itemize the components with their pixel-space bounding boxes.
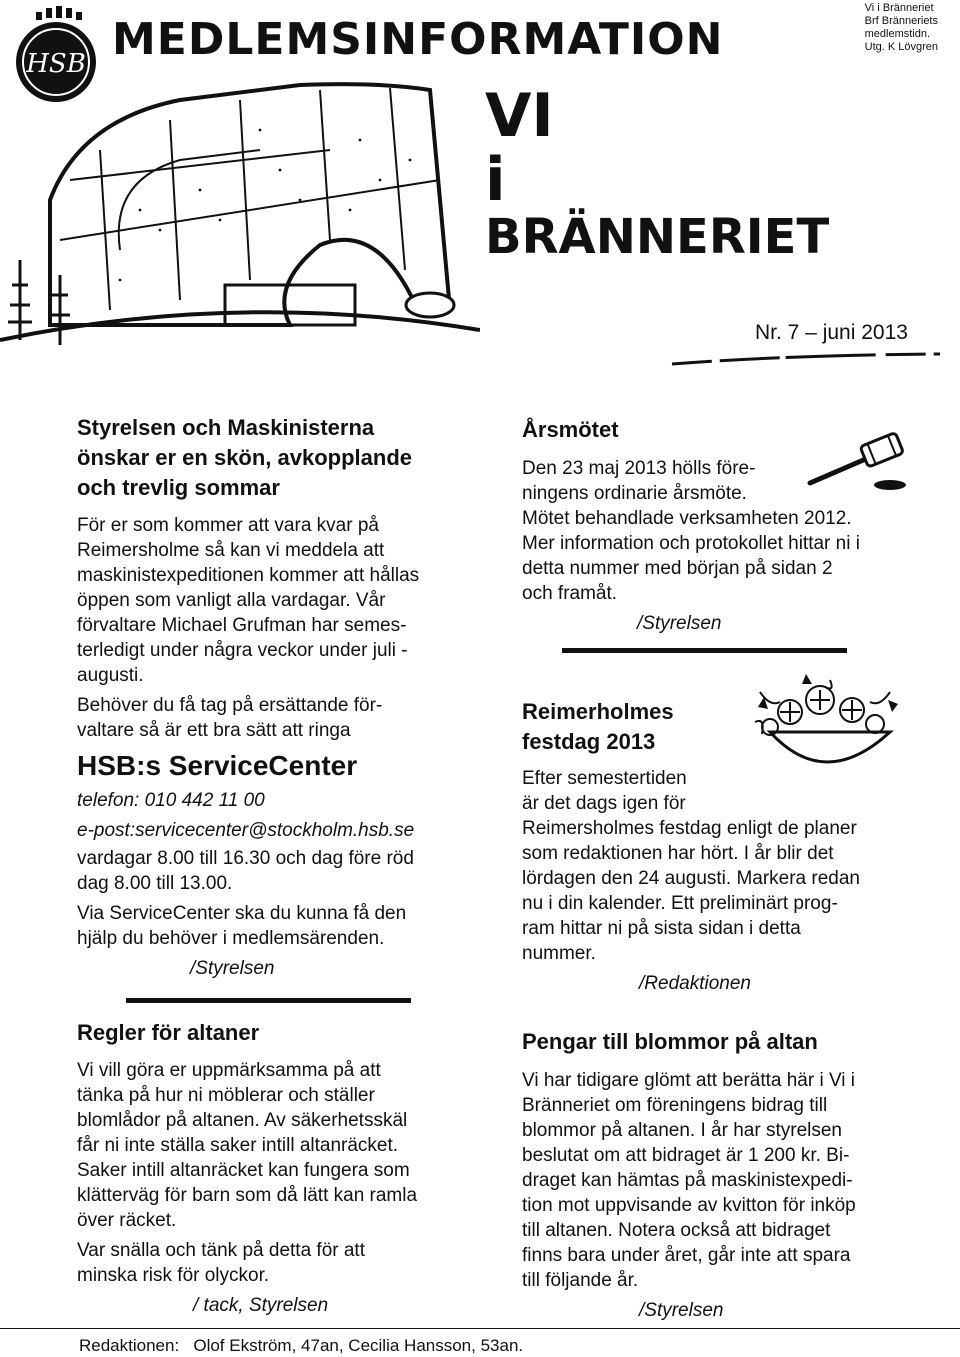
festdag-signature: /Redaktionen [639,973,751,994]
pengar-text: finns bara under året, går inte att spara [522,1245,851,1266]
summer-text: terledigt under några veckor under juli - [77,640,408,661]
festdag-text: är det dags igen för [522,793,686,814]
summer-text: förvaltare Michael Grufman har semes- [77,615,407,636]
service-center-title: HSB:s ServiceCenter [77,750,358,781]
stone-illustration [400,275,460,325]
altaner-text: över räcket. [77,1210,177,1231]
corner-line: Utg. K Lövgren [864,41,938,53]
corner-info [865,2,938,54]
pengar-text: blommor på altanen. I år har styrelsen [522,1120,842,1141]
footer-rule [0,1328,960,1329]
summer-text: Via ServiceCenter ska du kunna få den [77,903,407,924]
arsmotet-text: och framåt. [522,583,618,604]
summer-signature: /Styrelsen [190,958,275,979]
service-phone: telefon: 010 442 11 00 [77,790,265,811]
flower-bowl-icon [740,672,910,782]
summer-text: För er som kommer att vara kvar på [77,515,379,536]
summer-text: Behöver du få tag på ersättande för- [77,695,383,716]
footer-editors: Redaktionen: Olof Ekström, 47an, Cecilia Hansson, 53an. [79,1336,524,1355]
altaner-text: Vi vill göra er uppmärksamma på att [77,1060,381,1081]
altaner-signature: / tack, Styrelsen [193,1295,329,1316]
summer-heading: Styrelsen och Maskinisterna [77,415,375,440]
pengar-text: till följande år. [522,1270,639,1291]
arsmotet-text: Den 23 maj 2013 hölls före- [522,458,756,479]
festdag-heading: Reimerholmes [522,699,674,724]
arsmotet-signature: /Styrelsen [637,613,722,634]
festdag-text: Reimersholmes festdag enligt de planer [522,818,857,839]
section-divider [126,998,411,1003]
arsmotet-text: Mer information och protokollet hittar ni i [522,533,860,554]
summer-heading: önskar er en skön, avkopplande [77,445,413,470]
altaner-text: Var snälla och tänk på detta för att [77,1240,365,1261]
altaner-text: blomlådor på altanen. Av säkerhetsskäl [77,1110,408,1131]
service-hours: vardagar 8.00 till 16.30 och dag före röd [77,848,414,869]
pengar-text: till altanen. Notera också att bidraget [522,1220,831,1241]
header-stroke [670,350,950,370]
altaner-text: klätterväg för barn som då lätt kan ramla [77,1185,418,1206]
altaner-text: minska risk för olyckor. [77,1265,270,1286]
pengar-heading: Pengar till blommor på altan [522,1029,818,1054]
summer-heading: och trevlig sommar [77,475,280,500]
festdag-text: nummer. [522,943,596,964]
title-branneriet: BRÄNNERIET [485,209,830,265]
summer-text: hjälp du behöver i medlemsärenden. [77,928,385,949]
pengar-text: draget kan hämtas på maskinistexpedi- [522,1170,853,1191]
summer-text: Reimersholme så kan vi meddela att [77,540,385,561]
section-divider [562,648,847,653]
service-email: e-post:servicecenter@stockholm.hsb.se [77,820,415,841]
pengar-signature: /Styrelsen [639,1300,724,1321]
arsmotet-heading: Årsmötet [522,417,619,442]
corner-line: Brf Bränneriets [864,15,938,27]
altaner-text: Saker intill altanräcket kan fungera som [77,1160,410,1181]
masthead-title: MEDLEMSINFORMATION [112,14,724,65]
pengar-text: beslutat om att bidraget är 1 200 kr. Bi- [522,1145,850,1166]
service-hours: dag 8.00 till 13.00. [77,873,233,894]
arsmotet-text: detta nummer med början på sidan 2 [522,558,833,579]
issue-date: Nr. 7 – juni 2013 [755,321,908,344]
summer-text: augusti. [77,665,144,686]
summer-text: maskinistexpeditionen kommer att hållas [77,565,420,586]
festdag-text: ram hittar ni på sista sidan i detta [522,918,801,939]
arsmotet-text: ningens ordinarie årsmöte. [522,483,747,504]
pengar-text: tion mot uppvisande av kvitton för inköp [522,1195,856,1216]
festdag-text: nu i din kalender. Ett preliminärt prog- [522,893,838,914]
corner-line: medlemstidn. [864,28,931,40]
gavel-icon [800,425,910,495]
summer-text: öppen som vanligt alla vardagar. Vår [77,590,386,611]
title-vi: VI [485,81,554,151]
pengar-text: Bränneriet om föreningens bidrag till [522,1095,828,1116]
festdag-text: lördagen den 24 augusti. Markera redan [522,868,861,889]
altaner-heading: Regler för altaner [77,1020,260,1045]
summer-text: valtare så är ett bra sätt att ringa [77,720,351,741]
pengar-text: Vi har tidigare glömt att berätta här i Vi i [522,1070,856,1091]
title-i: i [485,145,506,215]
arsmotet-text: Mötet behandlade verksamheten 2012. [522,508,852,529]
corner-line: Vi i Bränneriet [864,2,934,14]
svg-text:HSB: HSB [26,49,86,79]
altaner-text: får ni inte ställa saker intill altanräcket. [77,1135,399,1156]
festdag-heading: festdag 2013 [522,729,656,754]
festdag-text: som redaktionen har hört. I år blir det [522,843,834,864]
festdag-text: Efter semestertiden [522,768,687,789]
altaner-text: tänka på hur ni möblerar och ställer [77,1085,375,1106]
